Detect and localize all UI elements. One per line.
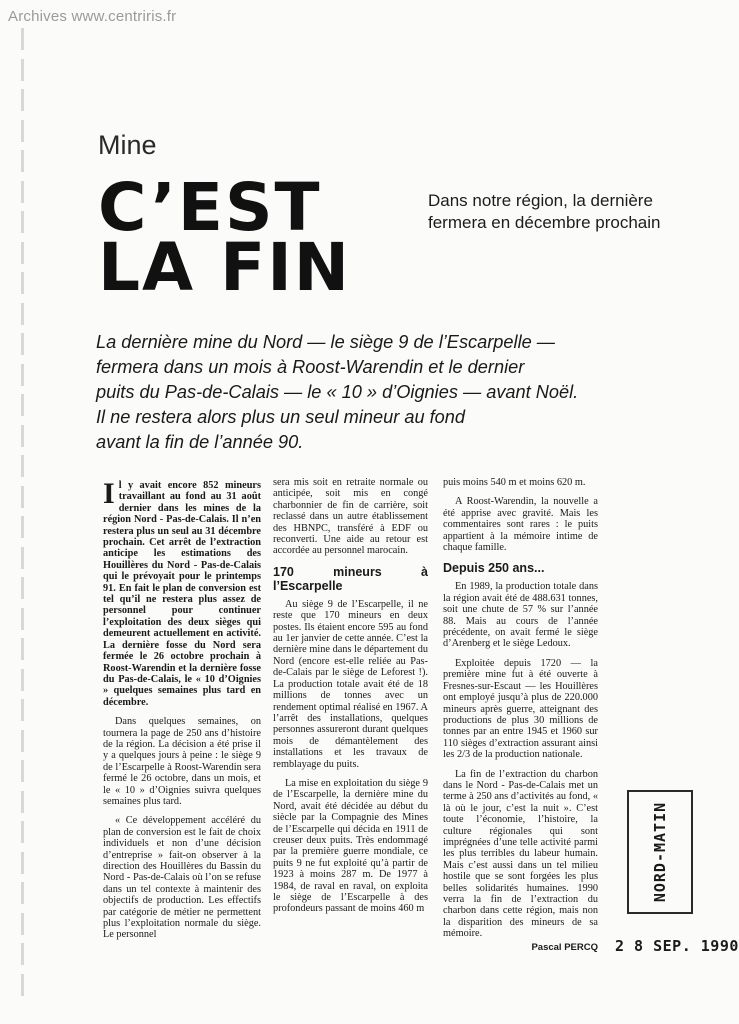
binder-mark — [21, 59, 24, 81]
chapo-line: fermera dans un mois à Roost-Warendin et le dernier — [96, 357, 525, 377]
headline-line: C’EST — [98, 169, 322, 246]
article-subheadline — [428, 190, 708, 234]
chapo-line: puits du Pas-de-Calais — le « 10 » d’Oignies — avant Noël. — [96, 382, 579, 402]
chapo-line: Il ne restera alors plus un seul mineur au fond — [96, 407, 466, 427]
binder-mark — [21, 364, 24, 386]
binder-mark — [21, 394, 24, 416]
article-headline — [98, 169, 351, 306]
binder-mark — [21, 272, 24, 294]
body-paragraph: puis moins 540 m et moins 620 m. — [443, 477, 586, 488]
author-signature: Pascal PERCQ — [531, 941, 598, 953]
binder-mark — [21, 150, 24, 172]
body-paragraph: « Ce développement accéléré du plan de conversion est le fait de choix individuels et non d’une décision d’entreprise » fait-on observer à la direction des Houillères du Bassin du Nord - Pas-de-Calais où l’on se refuse dans un tel contexte à maintenir des objectifs de production. Les effectifs par catégorie de métier ne permettent plus l’exploitation normale du siège. Le personnel — [103, 815, 261, 941]
article-chapo — [96, 330, 696, 455]
subheadline-line: Dans notre région, la dernière — [428, 191, 653, 210]
binder-mark — [21, 638, 24, 660]
binder-mark — [21, 120, 24, 142]
subheadline-line: fermera en décembre prochain — [428, 213, 661, 232]
binder-mark — [21, 486, 24, 508]
archive-watermark: Archives www.centriris.fr — [8, 8, 177, 25]
binder-mark — [21, 821, 24, 843]
drop-cap: I — [103, 477, 115, 510]
chapo-line: avant la fin de l’année 90. — [96, 432, 304, 452]
binder-mark — [21, 852, 24, 874]
body-paragraph: Dans quelques semaines, on tournera la page de 250 ans d’histoire de la région. La décision a été prise il y a quelques jours à peine : le siège 9 de l’Escarpelle à Roost-Warendin sera fermé le 26 octobre, dans un mois, et le « 10 » d’Oignies suivra quelques semaines plus tard. — [103, 716, 261, 807]
binder-mark — [21, 211, 24, 233]
binder-mark — [21, 913, 24, 935]
body-paragraph: A Roost-Warendin, la nouvelle a été apprise avec gravité. Mais les commentaires sont rares : le puits appartient à la mémoire intime de chaque famille. — [443, 496, 598, 554]
body-paragraph: Exploitée depuis 1720 — la première mine fut à été ouverte à Fresnes-sur-Escaut — les Houillères ont employé jusqu’à plus de 220.000 mineurs après guerre, atteignant des productions de plus 30 millions de tonnes par an entre 1945 et 1960 sur 110 sièges d’extraction assurant ainsi les 2/3 de la production nationale. — [443, 657, 598, 761]
body-paragraph: En 1989, la production totale dans la région avait été de 488.631 tonnes, soit une chute de 57 % sur l’année 88. Mais au cours de l’année précédente, on avait fermé le siège d’Arenberg et le siège Ledoux. — [443, 581, 598, 650]
body-paragraph: La fin de l’extraction du charbon dans le Nord - Pas-de-Calais met un terme à 250 ans d’activités au fond, « là où le jour, c’est la nuit ». C’est toute l’économie, l’histoire, la culture régionales qui sont imprégnées d’une telle activité parmi les plus terribles du labeur humain. Mais c’est aussi dans un tel milieu hostile que se sont forgées les plus belles solidarités humaines. 1990 verra la fin de l’extraction du charbon dans cette région, mais non la disparition des mineurs de sa mémoire. — [443, 768, 598, 940]
binder-mark — [21, 699, 24, 721]
binder-mark — [21, 730, 24, 752]
lead-paragraph — [103, 477, 261, 708]
binder-mark — [21, 28, 24, 50]
lead-text: l y avait encore 852 mineurs travaillant au fond au 31 août dernier dans les mines de la région Nord - Pas-de-Calais. Il n’en restera plus un seul au 31 décembre prochain. Cet arrêt de l’extraction anticipe les estimations des Houillères du Nord - Pas-de-Calais qui le prévoyait pour le printemps 91. En fait le plan de conversion est tel qu’il ne restera plus assez de personnel pour continuer l’exploitation des deux sièges qui demeurent actuellement en activité. La dernière fosse du Nord sera fermée le 26 octobre prochain à Roost-Warendin et la dernière fosse du Pas-de-Calais, le « 10 d’Oignies » quelques semaines plus tard en décembre. — [103, 480, 261, 708]
binder-mark — [21, 760, 24, 782]
binder-mark — [21, 943, 24, 965]
binder-mark — [21, 455, 24, 477]
binder-mark — [21, 333, 24, 355]
binder-mark — [21, 425, 24, 447]
article-column-3 — [443, 477, 598, 953]
article-rubric: Mine — [98, 130, 157, 160]
binder-mark — [21, 669, 24, 691]
binder-mark — [21, 516, 24, 538]
body-paragraph: La mise en exploitation du siège 9 de l’Escarpelle, la dernière mine du Nord, avait été décidée au début du siècle par la Compagnie des Mines de l’Escarpelle qui décida en 1911 de creuser deux puits. Très endommagé par la première guerre mondiale, ce puits 9 ne fut exploité qu’à partir de 1923 à moins 287 m. De 1977 à 1984, de raval en raval, on exploita le siège de l’Escarpelle à des profondeurs passant de moins 460 m — [273, 777, 428, 915]
chapo-line: La dernière mine du Nord — le siège 9 de l’Escarpelle — — [96, 332, 555, 352]
stamp-date: 2 8 SEP. 1990 — [615, 937, 739, 955]
binder-mark — [21, 974, 24, 996]
section-heading: 170 mineurs à l’Escarpelle — [273, 564, 428, 593]
binder-hole-strip — [21, 28, 29, 1003]
binder-mark — [21, 577, 24, 599]
binder-mark — [21, 791, 24, 813]
stamp-source-name: NORD-MATIN — [651, 801, 669, 903]
binder-mark — [21, 89, 24, 111]
binder-mark — [21, 181, 24, 203]
newspaper-source-stamp — [627, 790, 693, 914]
binder-mark — [21, 882, 24, 904]
body-paragraph: sera mis soit en retraite normale ou anticipée, soit mis en congé charbonnier de fin de carrière, soit reclassé dans un autre établissement des HBNPC, transféré à EDF ou reconverti. Une aide au retour est accordée au personnel marocain. — [273, 477, 428, 557]
section-heading: Depuis 250 ans... — [443, 561, 545, 576]
body-paragraph: Au siège 9 de l’Escarpelle, il ne reste que 170 mineurs en deux postes. Ils étaient encore 595 au fond au 1er janvier de cette année. C’est la dernière mine dans le département du Nord (encore est-elle reliée au Pas-de-Calais par le siège de Leforest !). La production totale avait été de 18 millions de tonnes avec un rendement optimal réalisé en 1967. A l’arrêt des installations, quelques personnes assureront durant quelques mois de démantèlement des installations et les travaux de remblayage du puits. — [273, 598, 428, 770]
binder-mark — [21, 242, 24, 264]
article-column-1 — [103, 477, 261, 949]
headline-line: LA FIN — [98, 229, 351, 306]
binder-mark — [21, 608, 24, 630]
binder-mark — [21, 303, 24, 325]
article-column-2 — [273, 477, 428, 923]
binder-mark — [21, 547, 24, 569]
